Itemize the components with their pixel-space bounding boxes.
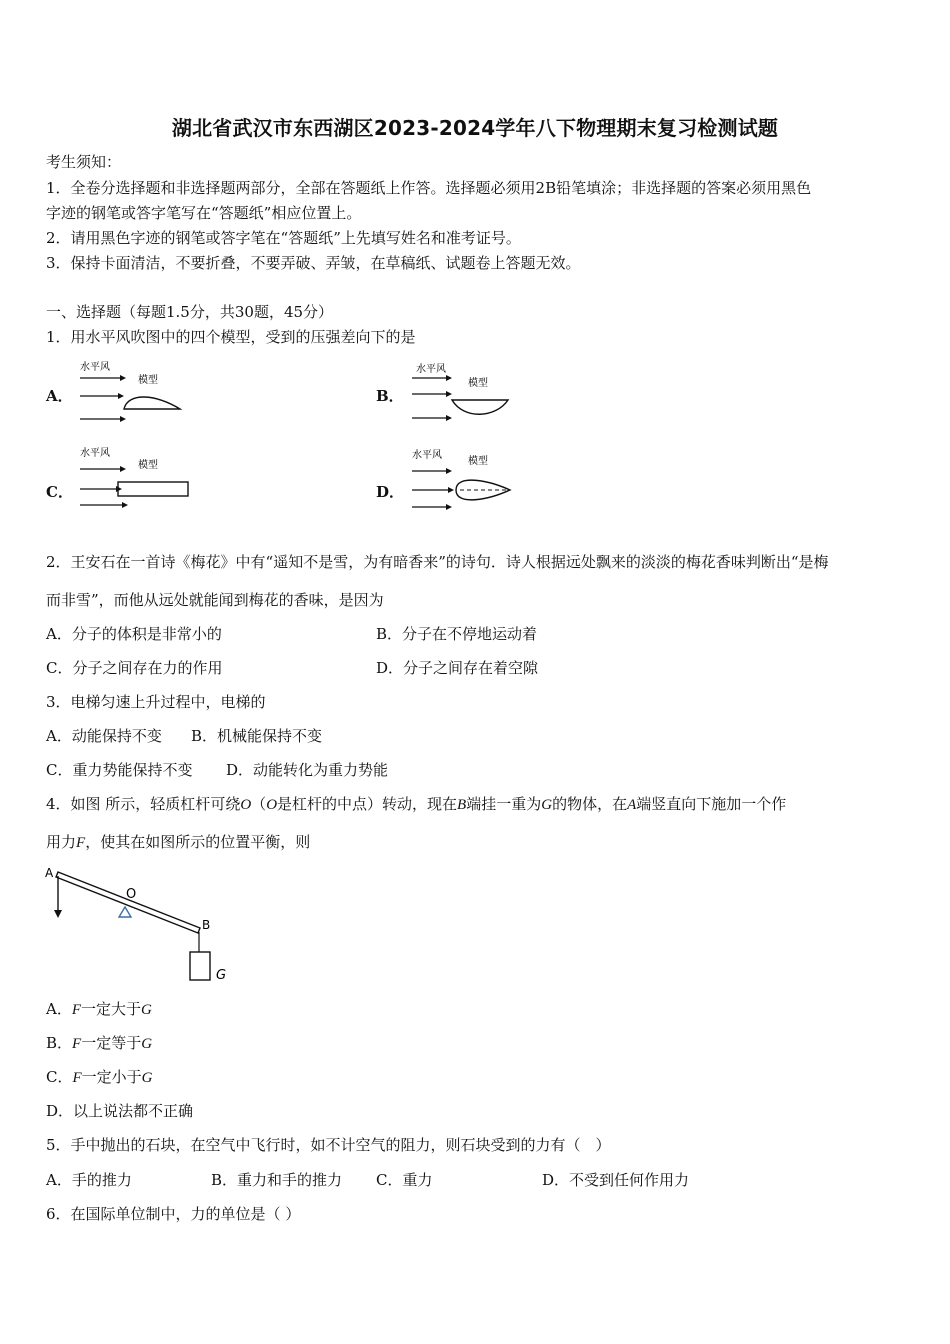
q1-figure-a bbox=[76, 356, 196, 424]
q1-figure-c bbox=[76, 444, 196, 512]
point-a-label: A bbox=[45, 866, 54, 880]
point-b-label: B bbox=[202, 918, 211, 932]
q5-option-d: D．不受到任何作用力 bbox=[542, 1171, 690, 1189]
q2-option-b: B．分子在不停地运动着 bbox=[376, 625, 538, 643]
question-5-stem: 5．手中抛出的石块，在空气中飞行时，如不计空气的阻力，则石块受到的力有（ ） bbox=[46, 1136, 611, 1154]
question-3-stem: 3．电梯匀速上升过程中，电梯的 bbox=[46, 693, 266, 711]
question-4-stem-cont: 用力F，使其在如图所示的位置平衡，则 bbox=[46, 833, 311, 851]
q3-option-c: C．重力势能保持不变 bbox=[46, 761, 193, 779]
notice-item: 3．保持卡面清洁，不要折叠，不要弄破、弄皱，在草稿纸、试题卷上答题无效。 bbox=[46, 254, 581, 272]
question-2-stem-cont: 而非雪”，而他从远处就能闻到梅花的香味，是因为 bbox=[46, 591, 384, 609]
question-4-stem: 4．如图 所示，轻质杠杆可绕O（O是杠杆的中点）转动，现在B端挂一重为G的物体，在A端竖直向下施加一个作 bbox=[46, 795, 787, 813]
q5-option-a: A．手的推力 bbox=[46, 1171, 132, 1189]
question-6-stem: 6．在国际单位制中，力的单位是（ ） bbox=[46, 1205, 301, 1223]
q2-option-d: D．分子之间存在着空隙 bbox=[376, 659, 539, 677]
point-o-label: O bbox=[126, 887, 137, 902]
q4-option-c: C．F一定小于G bbox=[46, 1068, 153, 1086]
section-heading: 一、选择题（每题1.5分，共30题，45分） bbox=[46, 303, 334, 321]
q3-option-b: B．机械能保持不变 bbox=[191, 727, 323, 745]
q4-option-b: B．F一定等于G bbox=[46, 1034, 153, 1052]
notice-item: 字迹的钢笔或答字笔写在“答题纸”相应位置上。 bbox=[46, 204, 362, 222]
fulcrum-icon bbox=[119, 907, 131, 917]
weight-g-label: G bbox=[216, 968, 227, 983]
wind-label: 水平风 bbox=[80, 448, 110, 459]
q5-option-c: C．重力 bbox=[376, 1171, 433, 1189]
q5-option-b: B．重力和手的推力 bbox=[211, 1171, 343, 1189]
q3-option-d: D．动能转化为重力势能 bbox=[226, 761, 389, 779]
q1-figure-d bbox=[408, 444, 520, 512]
q4-option-a: A．F一定大于G bbox=[46, 1000, 152, 1018]
weight-block bbox=[190, 952, 210, 980]
model-label: 模型 bbox=[138, 375, 158, 386]
q3-option-a: A．动能保持不变 bbox=[46, 727, 162, 745]
model-label: 模型 bbox=[468, 456, 488, 467]
q1-figure-b bbox=[408, 358, 520, 426]
notice-item: 1．全卷分选择题和非选择题两部分，全部在答题纸上作答。选择题必须用2B铅笔填涂；非选择题的答案必须用黑色 bbox=[46, 179, 812, 197]
q1-option-c-label: C． bbox=[46, 483, 73, 501]
wind-label: 水平风 bbox=[80, 362, 110, 373]
flat-plate-model bbox=[118, 482, 188, 496]
inverted-airfoil-model bbox=[452, 400, 508, 414]
lever-bar bbox=[56, 872, 200, 933]
notice-item: 2．请用黑色字迹的钢笔或答字笔在“答题纸”上先填写姓名和准考证号。 bbox=[46, 229, 521, 247]
page-title: 湖北省武汉市东西湖区2023-2024学年八下物理期末复习检测试题 bbox=[171, 116, 779, 140]
model-label: 模型 bbox=[468, 378, 488, 389]
q4-option-d: D．以上说法都不正确 bbox=[46, 1102, 194, 1120]
q1-option-b-label: B． bbox=[376, 387, 404, 405]
question-2-stem: 2．王安石在一首诗《梅花》中有“遥知不是雪，为有暗香来”的诗句．诗人根据远处飘来的淡淡的梅花香味判断出“是梅 bbox=[46, 553, 829, 571]
question-1-stem: 1．用水平风吹图中的四个模型，受到的压强差向下的是 bbox=[46, 328, 416, 346]
notice-heading: 考生须知： bbox=[46, 153, 122, 171]
q1-option-a-label: A． bbox=[46, 387, 73, 405]
airfoil-model bbox=[124, 397, 180, 409]
model-label: 模型 bbox=[138, 460, 158, 471]
wind-label: 水平风 bbox=[412, 450, 442, 461]
q4-lever-figure bbox=[40, 862, 240, 988]
wind-label: 水平风 bbox=[416, 364, 446, 375]
q1-option-d-label: D． bbox=[376, 483, 405, 501]
q2-option-a: A．分子的体积是非常小的 bbox=[46, 625, 222, 643]
q2-option-c: C．分子之间存在力的作用 bbox=[46, 659, 223, 677]
